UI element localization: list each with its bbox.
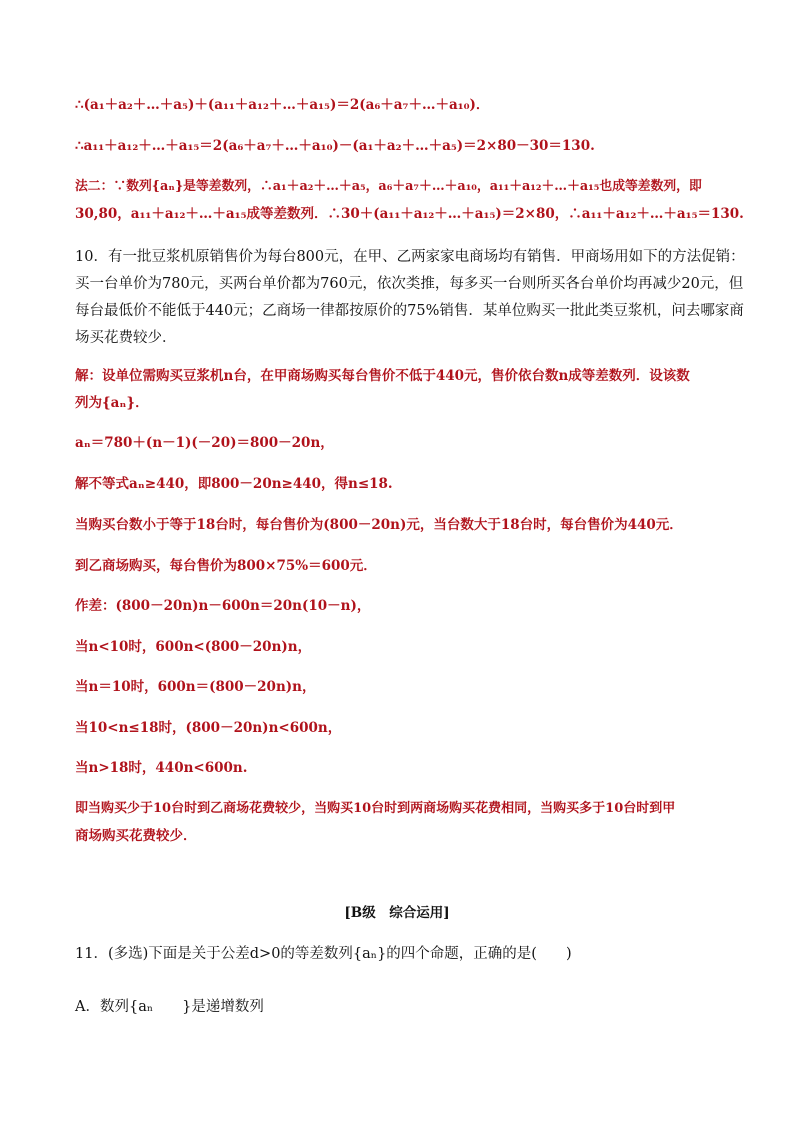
question-10-line: 场买花费较少． bbox=[75, 330, 177, 346]
solution-10-line: 作差：(800－20n)n－600n＝20n(10－n)， bbox=[75, 598, 371, 614]
solution-10-line: 即当购买少于10台时到乙商场花费较少，当购买10台时到两商场购买花费相同，当购买多于10台时到甲 bbox=[75, 801, 676, 816]
question-10-line: 买一台单价为780元，买两台单价都为760元，依次类推，每多买一台则所买各台单价均再减少20元，但 bbox=[75, 276, 744, 292]
solution-10-line: 到乙商场购买，每台售价为800×75%＝600元． bbox=[75, 558, 377, 574]
solution-10-line: 当n>18时，440n<600n. bbox=[75, 760, 248, 776]
solution-10-line: aₙ＝780＋(n－1)(－20)＝800－20n， bbox=[75, 435, 334, 451]
section-header: [B级 综合运用] bbox=[344, 905, 450, 921]
solution-10-line: 当购买台数小于等于18台时，每台售价为(800－20n)元，当台数大于18台时，每台售价为440元． bbox=[75, 517, 683, 533]
solution-10-line: 商场购买花费较少． bbox=[75, 828, 197, 844]
solution-10-line: 解不等式aₙ≥440，即800－20n≥440，得n≤18. bbox=[75, 476, 393, 492]
question-11-stem: 11．(多选)下面是关于公差d>0的等差数列{aₙ}的四个命题，正确的是( ) bbox=[75, 946, 572, 962]
solution-method2-line: 法二：∵数列{aₙ}是等差数列，∴a₁＋a₂＋…＋a₅，a₆＋a₇＋…＋a₁₀，a₁₁＋a₁₂＋…＋a₁₅也成等差数列，即 bbox=[75, 179, 702, 194]
question-10-line: 10．有一批豆浆机原销售价为每台800元，在甲、乙两家家电商场均有销售．甲商场用如下的方法促销： bbox=[75, 249, 745, 265]
solution-10-line: 解：设单位需购买豆浆机n台，在甲商场购买每台售价不低于440元，售价依台数n成等差数列．设该数 bbox=[75, 368, 690, 384]
solution-line: ∴(a₁＋a₂＋…＋a₅)＋(a₁₁＋a₁₂＋…＋a₁₅)＝2(a₆＋a₇＋…＋a₁₀)． bbox=[75, 97, 490, 113]
question-11-option-a: A．数列{aₙ }是递增数列 bbox=[75, 999, 264, 1015]
solution-10-line: 当10<n≤18时，(800－20n)n<600n， bbox=[75, 720, 342, 736]
solution-method2-line: 30,80，a₁₁＋a₁₂＋…＋a₁₅成等差数列．∴30＋(a₁₁＋a₁₂＋…＋a₁₅)＝2×80，∴a₁₁＋a₁₂＋…＋a₁₅＝130. bbox=[75, 206, 744, 222]
solution-10-line: 当n＝10时，600n＝(800－20n)n， bbox=[75, 679, 316, 695]
solution-line: ∴a₁₁＋a₁₂＋…＋a₁₅＝2(a₆＋a₇＋…＋a₁₀)－(a₁＋a₂＋…＋a₅)＝2×80－30＝130. bbox=[75, 138, 595, 154]
solution-10-line: 当n<10时，600n<(800－20n)n， bbox=[75, 639, 312, 655]
question-10-line: 每台最低价不能低于440元；乙商场一律都按原价的75%销售．某单位购买一批此类豆浆机，问去哪家商 bbox=[75, 303, 744, 319]
solution-10-line: 列为{aₙ}． bbox=[75, 395, 149, 411]
